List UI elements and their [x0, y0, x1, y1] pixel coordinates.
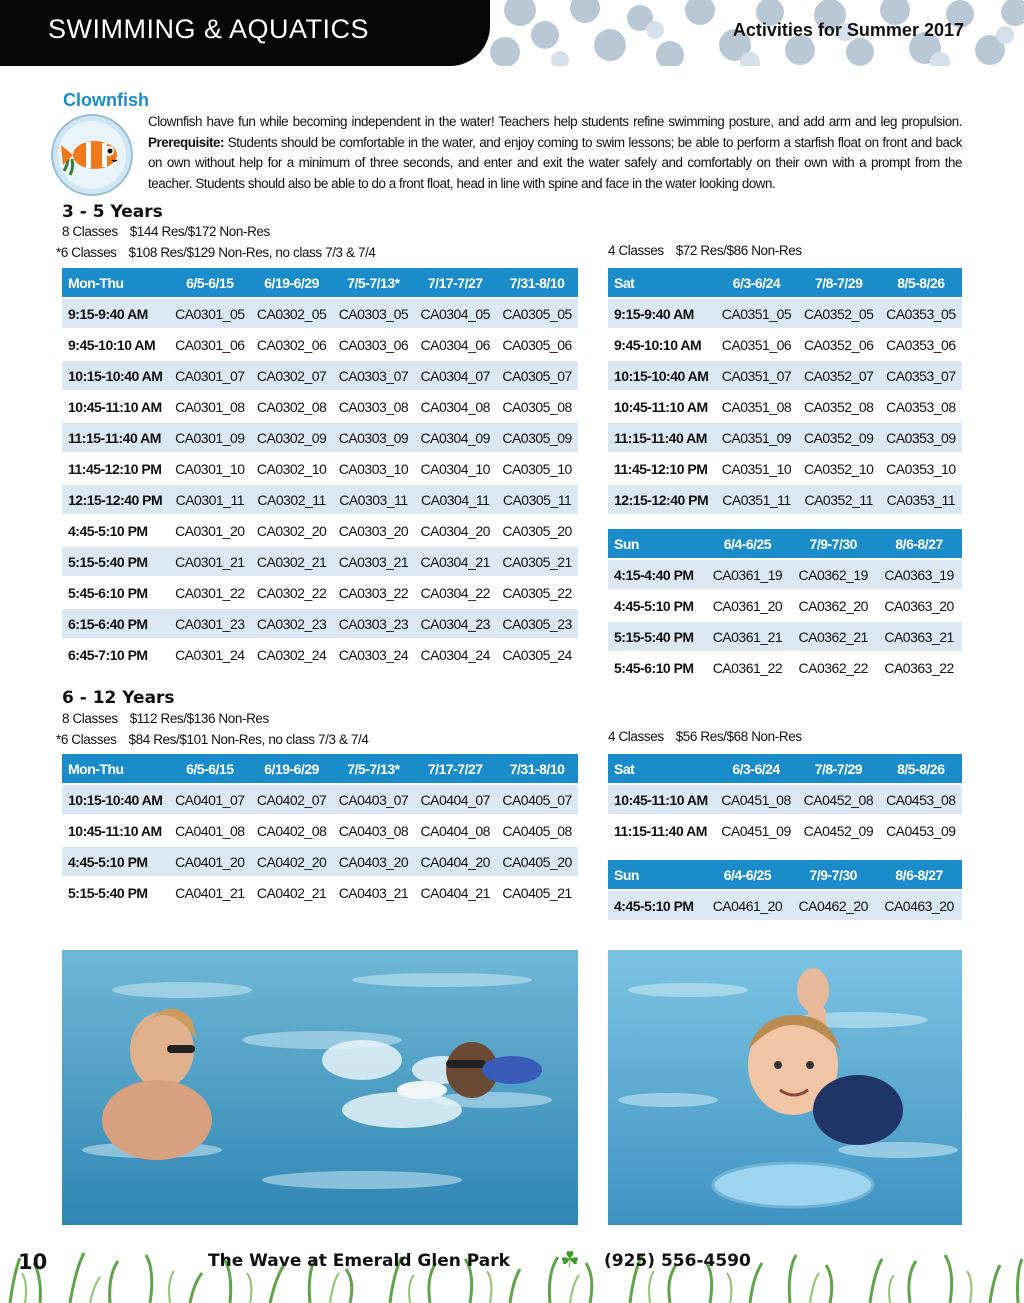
time-slot-cell: 10:15-10:40 AM	[608, 360, 715, 391]
course-code-cell: CA0301_08	[169, 391, 251, 422]
course-code-cell: CA0304_23	[414, 608, 496, 639]
course-code-cell: CA0305_21	[496, 546, 578, 577]
course-code-cell: CA0305_06	[496, 329, 578, 360]
course-code-cell: CA0304_24	[414, 639, 496, 670]
course-code-cell: CA0301_11	[169, 484, 251, 515]
day-column-header: Sat	[608, 754, 715, 784]
course-code-cell: CA0305_09	[496, 422, 578, 453]
time-slot-cell: 12:15-12:40 PM	[608, 484, 715, 515]
note-price: $56 Res/$68 Non-Res	[675, 729, 802, 744]
course-code-cell: CA0353_05	[880, 298, 962, 329]
note-price: $112 Res/$136 Non-Res	[129, 711, 269, 726]
course-code-cell: CA0301_21	[169, 546, 251, 577]
course-code-cell: CA0302_11	[251, 484, 333, 515]
course-code-cell: CA0301_05	[169, 298, 251, 329]
note-classes: 4 Classes	[608, 243, 664, 258]
course-code-cell: CA0453_09	[880, 815, 962, 846]
day-column-header: Mon-Thu	[62, 268, 169, 298]
course-code-cell: CA0301_23	[169, 608, 251, 639]
date-range-column-header: 6/4-6/25	[705, 860, 791, 890]
course-code-cell: CA0453_08	[880, 784, 962, 815]
table-row	[62, 484, 578, 515]
section-header-title: SWIMMING & AQUATICS	[48, 14, 370, 44]
table-row	[608, 815, 962, 846]
course-code-cell: CA0303_21	[333, 546, 415, 577]
time-slot-cell: 10:15-10:40 AM	[62, 360, 169, 391]
time-slot-cell: 5:45-6:10 PM	[608, 652, 705, 683]
course-code-cell: CA0302_09	[251, 422, 333, 453]
course-code-cell: CA0451_08	[715, 784, 797, 815]
course-code-cell: CA0305_24	[496, 639, 578, 670]
date-range-column-header: 7/17-7/27	[414, 754, 496, 784]
date-range-column-header: 7/5-7/13*	[333, 754, 415, 784]
course-code-cell: CA0451_09	[715, 815, 797, 846]
course-code-cell: CA0301_10	[169, 453, 251, 484]
table-row	[608, 298, 962, 329]
course-code-cell: CA0403_21	[333, 877, 415, 908]
date-range-column-header: 7/31-8/10	[496, 268, 578, 298]
time-slot-cell: 11:15-11:40 AM	[62, 422, 169, 453]
time-slot-cell: 4:45-5:10 PM	[608, 890, 705, 921]
course-code-cell: CA0351_09	[715, 422, 797, 453]
table-row	[608, 453, 962, 484]
course-code-cell: CA0363_19	[876, 559, 962, 590]
time-slot-cell: 10:45-11:10 AM	[608, 391, 715, 422]
course-code-cell: CA0363_20	[876, 590, 962, 621]
table-row	[62, 422, 578, 453]
course-code-cell: CA0362_21	[790, 621, 876, 652]
course-code-cell: CA0353_07	[880, 360, 962, 391]
table-header-row	[608, 268, 962, 298]
table-row	[62, 577, 578, 608]
time-slot-cell: 4:45-5:10 PM	[62, 515, 169, 546]
time-slot-cell: 4:45-5:10 PM	[62, 846, 169, 877]
note-classes: *6 Classes	[56, 732, 117, 747]
course-code-cell: CA0352_08	[798, 391, 880, 422]
course-description	[148, 112, 962, 194]
course-code-cell: CA0302_23	[251, 608, 333, 639]
course-code-cell: CA0452_09	[797, 815, 879, 846]
course-code-cell: CA0302_24	[251, 639, 333, 670]
day-column-header: Sat	[608, 268, 715, 298]
price-note-8-classes	[62, 224, 270, 239]
table-row	[608, 621, 962, 652]
price-note-weekend	[608, 729, 802, 744]
course-code-cell: CA0402_20	[251, 846, 333, 877]
course-code-cell: CA0353_11	[880, 484, 962, 515]
course-code-cell: CA0303_11	[333, 484, 415, 515]
course-code-cell: CA0301_20	[169, 515, 251, 546]
course-code-cell: CA0404_20	[414, 846, 496, 877]
date-range-column-header: 6/19-6/29	[251, 268, 333, 298]
price-note-6-classes	[56, 732, 368, 747]
course-code-cell: CA0305_20	[496, 515, 578, 546]
date-range-column-header: 7/5-7/13*	[333, 268, 415, 298]
course-code-cell: CA0301_24	[169, 639, 251, 670]
time-slot-cell: 4:15-4:40 PM	[608, 559, 705, 590]
date-range-column-header: 7/17-7/27	[414, 268, 496, 298]
course-code-cell: CA0302_22	[251, 577, 333, 608]
course-code-cell: CA0353_08	[880, 391, 962, 422]
course-code-cell: CA0304_11	[414, 484, 496, 515]
table-row	[62, 846, 578, 877]
course-code-cell: CA0363_22	[876, 652, 962, 683]
date-range-column-header: 6/19-6/29	[251, 754, 333, 784]
clownfish-icon	[50, 113, 134, 197]
price-note-6-classes	[56, 245, 376, 260]
course-code-cell: CA0301_22	[169, 577, 251, 608]
course-code-cell: CA0351_07	[715, 360, 797, 391]
date-range-column-header: 8/6-8/27	[876, 860, 962, 890]
course-code-cell: CA0403_07	[333, 784, 415, 815]
course-code-cell: CA0304_10	[414, 453, 496, 484]
venue-name: The Wave at Emerald Glen Park	[208, 1251, 510, 1271]
time-slot-cell: 11:45-12:10 PM	[608, 453, 715, 484]
course-code-cell: CA0301_09	[169, 422, 251, 453]
course-code-cell: CA0352_11	[798, 484, 880, 515]
course-code-cell: CA0404_21	[414, 877, 496, 908]
course-code-cell: CA0401_08	[169, 815, 251, 846]
course-code-cell: CA0305_10	[496, 453, 578, 484]
course-code-cell: CA0362_19	[790, 559, 876, 590]
table-row	[608, 652, 962, 683]
price-note-weekend	[608, 243, 802, 258]
table-header-row	[608, 860, 962, 890]
schedule-table-3-5-saturday	[608, 268, 962, 516]
schedule-table-6-12-saturday	[608, 754, 962, 847]
time-slot-cell: 4:45-5:10 PM	[608, 590, 705, 621]
course-code-cell: CA0403_08	[333, 815, 415, 846]
table-row	[62, 815, 578, 846]
course-code-cell: CA0461_20	[705, 890, 791, 921]
course-code-cell: CA0361_20	[705, 590, 791, 621]
course-code-cell: CA0404_07	[414, 784, 496, 815]
course-code-cell: CA0304_08	[414, 391, 496, 422]
date-range-column-header: 8/5-8/26	[880, 268, 962, 298]
table-row	[608, 422, 962, 453]
note-price: $144 Res/$172 Non-Res	[129, 224, 270, 239]
table-row	[62, 329, 578, 360]
course-code-cell: CA0463_20	[876, 890, 962, 921]
course-code-cell: CA0302_20	[251, 515, 333, 546]
date-range-column-header: 8/5-8/26	[880, 754, 962, 784]
course-code-cell: CA0351_06	[715, 329, 797, 360]
time-slot-cell: 11:45-12:10 PM	[62, 453, 169, 484]
table-header-row	[62, 268, 578, 298]
day-column-header: Mon-Thu	[62, 754, 169, 784]
course-code-cell: CA0363_21	[876, 621, 962, 652]
table-row	[62, 298, 578, 329]
note-classes: 4 Classes	[608, 729, 664, 744]
course-code-cell: CA0401_07	[169, 784, 251, 815]
date-range-column-header: 6/5-6/15	[169, 754, 251, 784]
course-code-cell: CA0352_09	[798, 422, 880, 453]
table-row	[608, 484, 962, 515]
table-row	[62, 515, 578, 546]
course-title: Clownfish	[63, 90, 149, 110]
course-code-cell: CA0405_21	[496, 877, 578, 908]
age-group-3-5: 3 - 5 Years	[62, 202, 163, 222]
time-slot-cell: 9:45-10:10 AM	[62, 329, 169, 360]
course-code-cell: CA0405_20	[496, 846, 578, 877]
course-code-cell: CA0305_05	[496, 298, 578, 329]
table-row	[608, 329, 962, 360]
table-header-row	[608, 754, 962, 784]
time-slot-cell: 10:45-11:10 AM	[62, 815, 169, 846]
course-code-cell: CA0304_21	[414, 546, 496, 577]
table-row	[62, 877, 578, 908]
date-range-column-header: 7/9-7/30	[790, 529, 876, 559]
course-code-cell: CA0362_20	[790, 590, 876, 621]
course-code-cell: CA0402_07	[251, 784, 333, 815]
table-row	[62, 608, 578, 639]
course-code-cell: CA0351_10	[715, 453, 797, 484]
course-code-cell: CA0305_07	[496, 360, 578, 391]
table-row	[62, 639, 578, 670]
course-code-cell: CA0403_20	[333, 846, 415, 877]
photo-child-with-kickboard	[608, 950, 962, 1225]
description-prerequisite-text: Students should be comfortable in the water, and enjoy coming to swim lessons; be able to perform a starfish float on front and back on own without help for a minimum of three seconds, and enter and exit the water safely and comfortably on their own with a prompt from the teacher. Students should also be able to do a front float, head in line with spine and face in the water looking down.	[148, 134, 962, 191]
table-row	[608, 391, 962, 422]
course-code-cell: CA0452_08	[797, 784, 879, 815]
description-intro: Clownfish have fun while becoming independent in the water! Teachers help students refine swimming posture, and add arm and leg propulsion.	[148, 114, 962, 129]
course-code-cell: CA0302_10	[251, 453, 333, 484]
course-code-cell: CA0351_08	[715, 391, 797, 422]
clover-icon: ☘	[560, 1247, 580, 1272]
date-range-column-header: 8/6-8/27	[876, 529, 962, 559]
course-code-cell: CA0405_07	[496, 784, 578, 815]
table-row	[62, 784, 578, 815]
course-code-cell: CA0402_08	[251, 815, 333, 846]
table-row	[62, 546, 578, 577]
course-code-cell: CA0304_22	[414, 577, 496, 608]
course-code-cell: CA0305_08	[496, 391, 578, 422]
course-code-cell: CA0304_05	[414, 298, 496, 329]
time-slot-cell: 12:15-12:40 PM	[62, 484, 169, 515]
course-code-cell: CA0302_07	[251, 360, 333, 391]
table-row	[608, 360, 962, 391]
course-code-cell: CA0303_07	[333, 360, 415, 391]
course-code-cell: CA0302_21	[251, 546, 333, 577]
time-slot-cell: 9:45-10:10 AM	[608, 329, 715, 360]
course-code-cell: CA0303_24	[333, 639, 415, 670]
course-code-cell: CA0301_06	[169, 329, 251, 360]
table-row	[608, 890, 962, 921]
time-slot-cell: 6:45-7:10 PM	[62, 639, 169, 670]
day-column-header: Sun	[608, 860, 705, 890]
day-column-header: Sun	[608, 529, 705, 559]
course-code-cell: CA0361_21	[705, 621, 791, 652]
schedule-table-3-5-sunday	[608, 529, 962, 684]
course-code-cell: CA0303_06	[333, 329, 415, 360]
course-code-cell: CA0351_05	[715, 298, 797, 329]
course-code-cell: CA0401_21	[169, 877, 251, 908]
course-code-cell: CA0303_10	[333, 453, 415, 484]
course-code-cell: CA0353_06	[880, 329, 962, 360]
table-header-row	[62, 754, 578, 784]
table-row	[62, 360, 578, 391]
course-code-cell: CA0303_08	[333, 391, 415, 422]
table-row	[608, 784, 962, 815]
course-code-cell: CA0304_09	[414, 422, 496, 453]
course-code-cell: CA0304_06	[414, 329, 496, 360]
course-code-cell: CA0303_22	[333, 577, 415, 608]
time-slot-cell: 11:15-11:40 AM	[608, 815, 715, 846]
photo-swim-instructor-child	[62, 950, 578, 1225]
table-row	[62, 453, 578, 484]
table-row	[62, 391, 578, 422]
course-code-cell: CA0302_08	[251, 391, 333, 422]
course-code-cell: CA0352_07	[798, 360, 880, 391]
time-slot-cell: 5:15-5:40 PM	[608, 621, 705, 652]
note-price: $72 Res/$86 Non-Res	[675, 243, 802, 258]
date-range-column-header: 6/3-6/24	[715, 754, 797, 784]
course-code-cell: CA0303_20	[333, 515, 415, 546]
time-slot-cell: 5:15-5:40 PM	[62, 546, 169, 577]
course-code-cell: CA0404_08	[414, 815, 496, 846]
course-code-cell: CA0351_11	[715, 484, 797, 515]
course-code-cell: CA0462_20	[790, 890, 876, 921]
time-slot-cell: 11:15-11:40 AM	[608, 422, 715, 453]
note-classes: 8 Classes	[62, 224, 118, 239]
note-classes: 8 Classes	[62, 711, 118, 726]
course-code-cell: CA0303_23	[333, 608, 415, 639]
table-row	[608, 590, 962, 621]
date-range-column-header: 7/8-7/29	[798, 268, 880, 298]
course-code-cell: CA0352_06	[798, 329, 880, 360]
note-price: $108 Res/$129 Non-Res, no class 7/3 & 7/4	[128, 245, 376, 260]
course-code-cell: CA0304_07	[414, 360, 496, 391]
course-code-cell: CA0305_22	[496, 577, 578, 608]
course-code-cell: CA0352_10	[798, 453, 880, 484]
time-slot-cell: 9:15-9:40 AM	[62, 298, 169, 329]
page-header	[0, 0, 1024, 66]
course-code-cell: CA0304_20	[414, 515, 496, 546]
course-code-cell: CA0353_09	[880, 422, 962, 453]
date-range-column-header: 7/9-7/30	[790, 860, 876, 890]
course-code-cell: CA0361_19	[705, 559, 791, 590]
course-code-cell: CA0353_10	[880, 453, 962, 484]
table-header-row	[608, 529, 962, 559]
time-slot-cell: 10:15-10:40 AM	[62, 784, 169, 815]
page-number: 10	[18, 1250, 48, 1274]
course-code-cell: CA0301_07	[169, 360, 251, 391]
course-code-cell: CA0361_22	[705, 652, 791, 683]
time-slot-cell: 10:45-11:10 AM	[608, 784, 715, 815]
date-range-column-header: 6/3-6/24	[715, 268, 797, 298]
course-code-cell: CA0302_06	[251, 329, 333, 360]
time-slot-cell: 5:45-6:10 PM	[62, 577, 169, 608]
season-subtitle: Activities for Summer 2017	[732, 20, 964, 40]
course-code-cell: CA0402_21	[251, 877, 333, 908]
course-code-cell: CA0303_05	[333, 298, 415, 329]
prerequisite-label: Prerequisite:	[148, 134, 225, 150]
course-code-cell: CA0305_11	[496, 484, 578, 515]
course-code-cell: CA0303_09	[333, 422, 415, 453]
time-slot-cell: 9:15-9:40 AM	[608, 298, 715, 329]
course-code-cell: CA0401_20	[169, 846, 251, 877]
course-code-cell: CA0305_23	[496, 608, 578, 639]
schedule-table-6-12-sunday	[608, 860, 962, 922]
price-note-8-classes	[62, 711, 269, 726]
course-code-cell: CA0302_05	[251, 298, 333, 329]
grass-footer-decoration	[0, 1236, 1024, 1303]
time-slot-cell: 10:45-11:10 AM	[62, 391, 169, 422]
note-classes: *6 Classes	[56, 245, 117, 260]
schedule-table-3-5-weekday	[62, 268, 578, 671]
date-range-column-header: 6/4-6/25	[705, 529, 791, 559]
schedule-table-6-12-weekday	[62, 754, 578, 909]
course-code-cell: CA0352_05	[798, 298, 880, 329]
note-price: $84 Res/$101 Non-Res, no class 7/3 & 7/4	[128, 732, 369, 747]
date-range-column-header: 6/5-6/15	[169, 268, 251, 298]
course-code-cell: CA0405_08	[496, 815, 578, 846]
table-row	[608, 559, 962, 590]
date-range-column-header: 7/31-8/10	[496, 754, 578, 784]
age-group-6-12: 6 - 12 Years	[62, 688, 175, 708]
time-slot-cell: 5:15-5:40 PM	[62, 877, 169, 908]
date-range-column-header: 7/8-7/29	[797, 754, 879, 784]
course-code-cell: CA0362_22	[790, 652, 876, 683]
time-slot-cell: 6:15-6:40 PM	[62, 608, 169, 639]
phone-number: (925) 556-4590	[604, 1251, 751, 1271]
